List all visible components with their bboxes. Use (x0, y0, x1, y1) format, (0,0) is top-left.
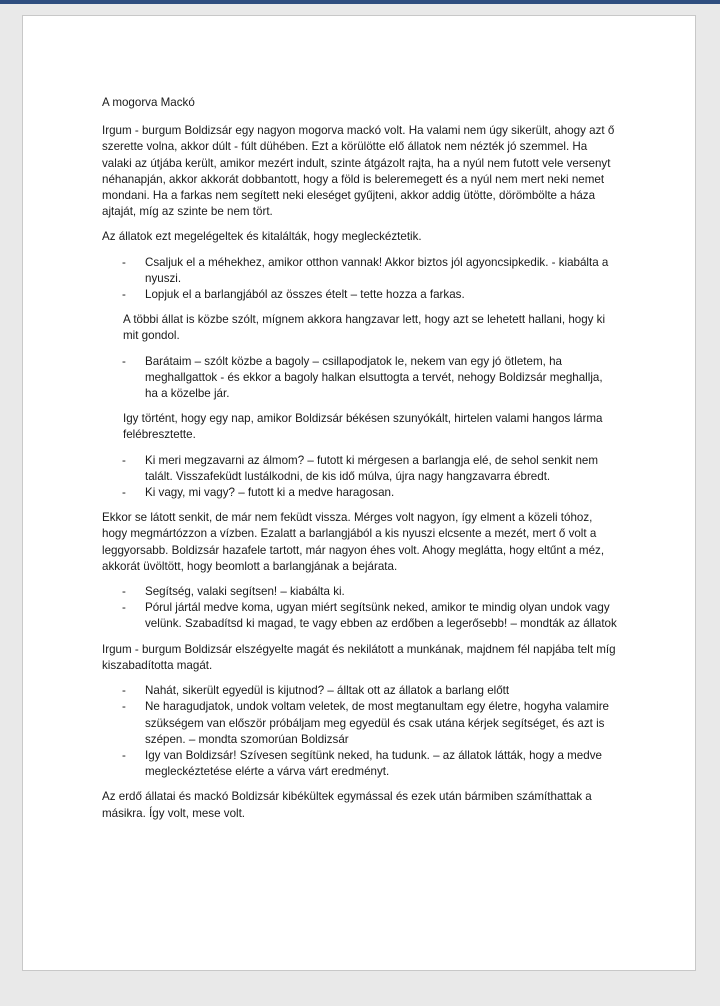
list-item-text: Lopjuk el a barlangjából az összes ételt – tette hozza a farkas. (145, 288, 465, 302)
document-title: A mogorva Mackó (102, 96, 195, 109)
list-item-text: Ne haragudjatok, undok voltam veletek, de most megtanultam egy életre, hogyha valamire szükségem van először próbáljam meg egyedül és csak utána kérjek segítséget, és azt is szépen. – mondta szomorúan Boldizsár (145, 700, 610, 746)
dialogue-list-4 (102, 584, 618, 633)
paragraph-1: Irgum - burgum Boldizsár egy nagyon mogorva mackó volt. Ha valami nem úgy sikerült, ahogy azt ő szerette volna, akkor dúlt - fúlt dühében. Ezt a körülötte elő állatok nem nézték jó szemmel. Ha valaki az útjába került, amikor mezért indult, szinte átgázolt rajta, ha a nyúl nem futott vele versenyt néhanapján, akkor akkorát dobbantott, hogy a föld is beleremegett és a nyúl nem mert neki nemet mondani. Ha a farkas nem segített neki eleséget gyűjteni, akkor addig ütötte, dörömbölte a háza ajtaját, míg az szinte be nem tört. (102, 124, 615, 219)
paragraph-3: A többi állat is közbe szólt, mígnem akkora hangzavar lett, hogy azt se lehetett hallani, hogy ki mit gondol. (123, 313, 606, 343)
list-item (122, 683, 618, 699)
dash-bullet: - (122, 700, 126, 714)
paragraph-4: Igy történt, hogy egy nap, amikor Boldizsár békésen szunyókált, hirtelen valami hangos lárma felébresztette. (123, 412, 603, 442)
dialogue-list-5 (102, 683, 618, 780)
dialogue-list-2 (102, 354, 618, 403)
window-top-bar (0, 0, 720, 4)
dash-bullet: - (122, 601, 126, 615)
dash-bullet: - (122, 255, 126, 269)
paragraph-5: Ekkor se látott senkit, de már nem feküdt vissza. Mérges volt nagyon, így elment a közeli tóhoz, hogy megmártózzon a vízben. Ezalatt a barlangjából a kis nyuszi elcsente a mezét, mert ő volt a leggyorsabb. Boldizsár hazafele tartott, már nagyon éhes volt. Ahogy meglátta, hogy eltűnt a méz, akkorát üvöltött, hogy beomlott a barlangjának a bejárata. (102, 511, 605, 573)
list-item (122, 287, 618, 303)
list-item (122, 255, 618, 287)
dash-bullet: - (122, 486, 126, 500)
list-item-text: Ki meri megzavarni az álmom? – futott ki mérgesen a barlangja elé, de sehol senkit nem talált. Visszafeküdt lustálkodni, de kis idő múlva, újra nagy hangzavarra ébredt. (145, 453, 599, 483)
dialogue-list-3 (102, 453, 618, 502)
dash-bullet: - (122, 684, 126, 698)
list-item (122, 584, 618, 600)
list-item (122, 453, 618, 485)
list-item-text: Barátaim – szólt közbe a bagoly – csillapodjatok le, nekem van egy jó ötletem, ha meghallgattok - és ekkor a bagoly halkan elsuttogta a tervét, nehogy Boldizsár meghallja, ha a közelbe jár. (145, 354, 603, 401)
list-item (122, 699, 618, 748)
list-item-text: Nahát, sikerült egyedül is kijutnod? – álltak ott az állatok a barlang előtt (145, 684, 510, 698)
list-item (122, 485, 618, 501)
list-item (122, 600, 618, 632)
list-item-text: Ki vagy, mi vagy? – futott ki a medve haragosan. (145, 486, 395, 500)
list-item (122, 748, 618, 780)
paragraph-6: Irgum - burgum Boldizsár elszégyelte magát és nekilátott a munkának, majdnem fél napjába telt míg kiszabadította magát. (102, 642, 616, 672)
document-page (22, 15, 696, 971)
paragraph-2: Az állatok ezt megelégeltek és kitalálták, hogy megleckéztetik. (102, 230, 422, 244)
list-item-text: Csaljuk el a méhekhez, amikor otthon vannak! Akkor biztos jól agyoncsipkedik. - kiabálta a nyuszi. (145, 255, 609, 285)
dash-bullet: - (122, 354, 126, 368)
dash-bullet: - (122, 748, 126, 762)
dash-bullet: - (122, 453, 126, 467)
list-item-text: Segítség, valaki segítsen! – kiabálta ki. (145, 585, 345, 599)
document-body (102, 95, 618, 831)
dash-bullet: - (122, 585, 126, 599)
list-item-text: Pórul jártál medve koma, ugyan miért segítsünk neked, amikor te mindig olyan undok vagy velünk. Szabadítsd ki magad, te vagy ebben az erdőben a legerősebb! – mondták az állatok (145, 601, 617, 631)
dialogue-list-1 (102, 255, 618, 304)
list-item (122, 354, 618, 403)
dash-bullet: - (122, 288, 126, 302)
paragraph-7: Az erdő állatai és mackó Boldizsár kibékültek egymással és ezek után bármiben számíthattak a másikra. Így volt, mese volt. (102, 790, 592, 820)
list-item-text: Igy van Boldizsár! Szívesen segítünk neked, ha tudunk. – az állatok látták, hogy a medve megleckéztetése elérte a várva várt eredményt. (145, 748, 602, 779)
